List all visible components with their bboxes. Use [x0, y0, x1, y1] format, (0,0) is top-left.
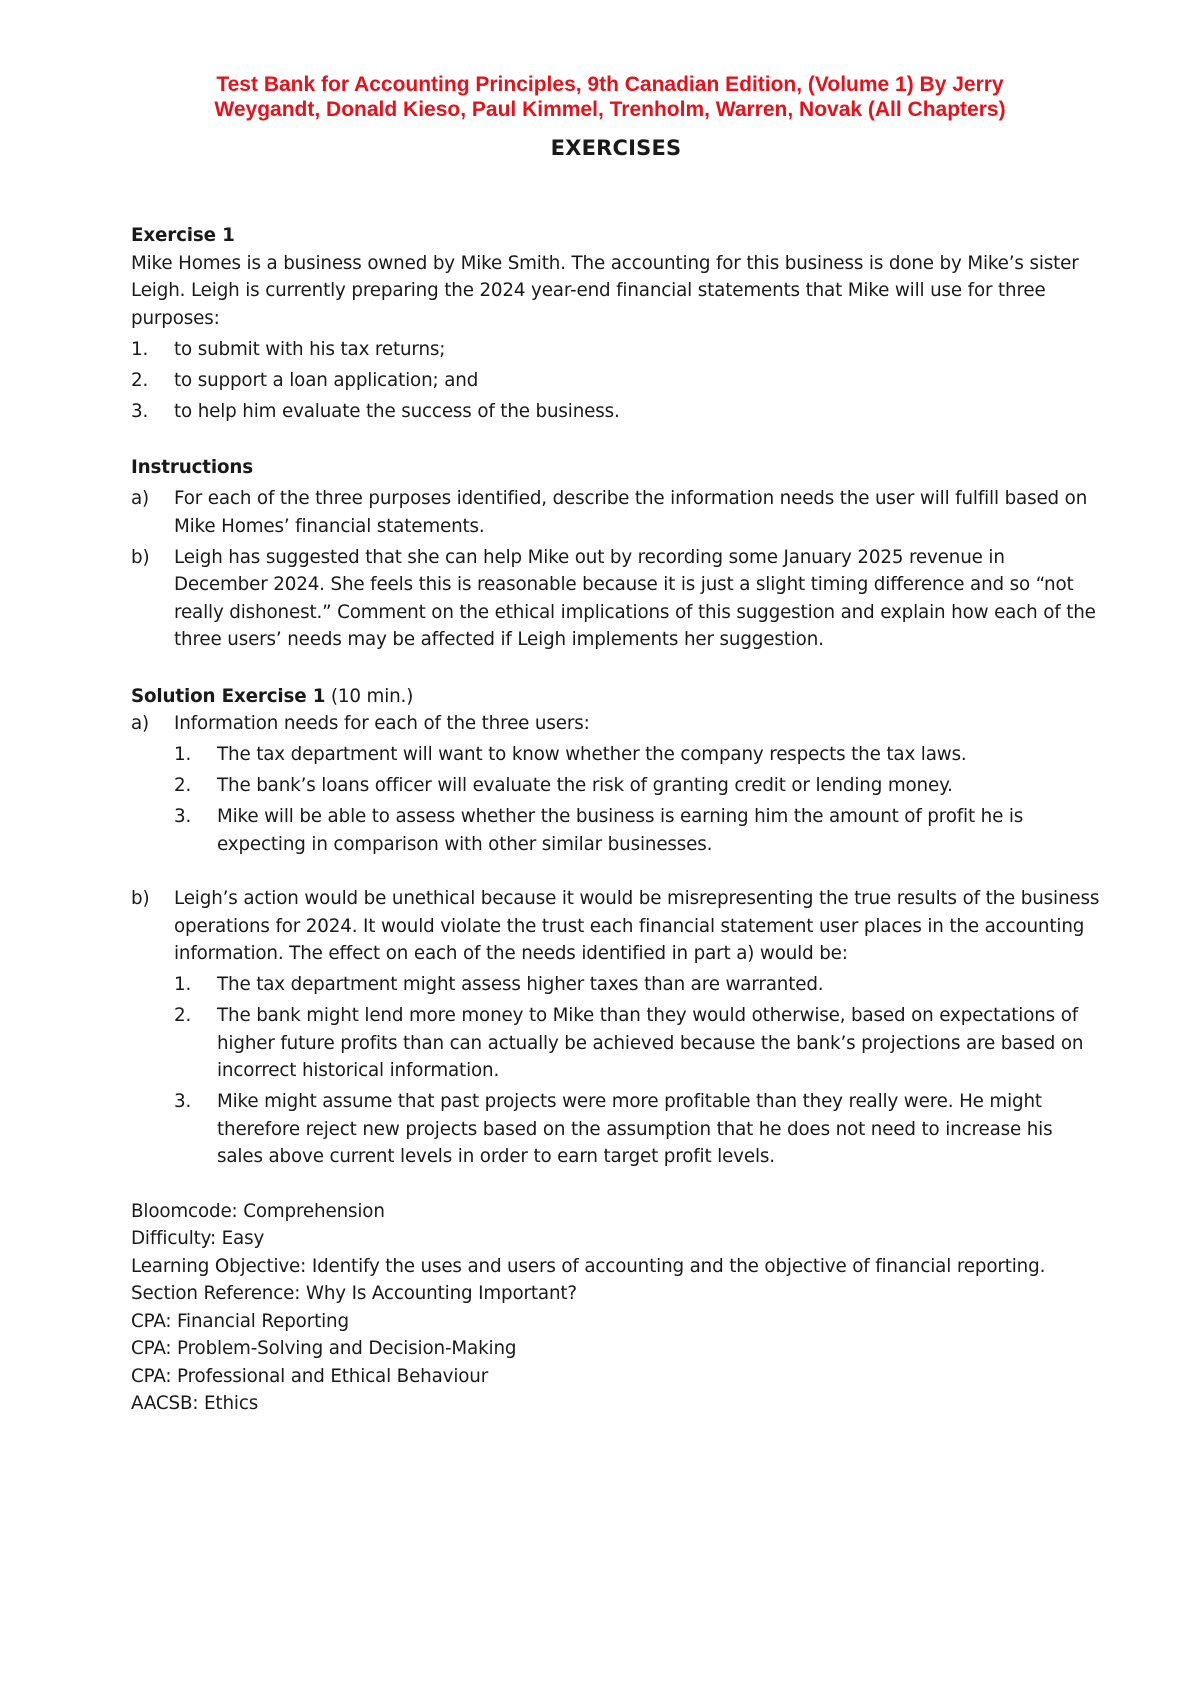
- list-marker: 1.: [174, 974, 192, 995]
- solution-time: (10 min.): [325, 685, 414, 707]
- list-item: [131, 398, 1101, 426]
- list-marker: b): [131, 888, 150, 909]
- list-text: The tax department will want to know whether the company respects the tax laws.: [217, 744, 967, 765]
- learning-objective-line: Learning Objective: Identify the uses and users of accounting and the objective of financial reporting.: [131, 1255, 1046, 1277]
- list-text: to submit with his tax returns;: [174, 338, 446, 360]
- cpa-line: CPA: Financial Reporting: [131, 1310, 349, 1332]
- list-marker: 2.: [174, 1005, 192, 1026]
- section-title: EXERCISES: [550, 136, 682, 160]
- list-item: [174, 1002, 1101, 1085]
- list-item: [131, 485, 1101, 540]
- list-item: [131, 367, 1101, 395]
- list-marker: 3.: [174, 1091, 192, 1112]
- list-text: Mike might assume that past projects were more profitable than they really were. He might therefore reject new projects based on the assumption that he does not need to increase his sales above current levels in order to earn target profit levels.: [217, 1091, 1053, 1167]
- cpa-line: CPA: Professional and Ethical Behaviour: [131, 1365, 489, 1387]
- list-marker: 3.: [174, 806, 192, 827]
- solution-heading-line: [131, 683, 1101, 711]
- list-text: The bank might lend more money to Mike than they would otherwise, based on expectations of higher future profits than can actually be achieved because the bank’s projections are based on incorrect historical information.: [217, 1005, 1084, 1081]
- document-body: [131, 222, 1101, 1418]
- list-text: The bank’s loans officer will evaluate the risk of granting credit or lending money.: [217, 775, 953, 796]
- list-item: [131, 544, 1101, 654]
- list-text: to support a loan application; and: [174, 369, 479, 391]
- instructions-list: [131, 485, 1101, 654]
- list-text: Leigh has suggested that she can help Mike out by recording some January 2025 revenue in December 2024. She feels this is reasonable because it is just a slight timing difference and so “not really dishonest.” Comment on the ethical implications of this suggestion and explain how each of the three users’ needs may be affected if Leigh implements her suggestion.: [174, 546, 1096, 650]
- header-line-1: Test Bank for Accounting Principles, 9th Canadian Edition, (Volume 1) By Jerry: [216, 73, 1004, 96]
- list-marker: 2.: [174, 775, 192, 796]
- part-b-sublist: [174, 971, 1101, 1171]
- list-marker: 2.: [131, 369, 149, 391]
- list-marker: 1.: [174, 744, 192, 765]
- document-header: [170, 72, 1050, 122]
- list-text: Leigh’s action would be unethical because it would be misrepresenting the true results of the business operations for 2024. It would violate the trust each financial statement user places in the accounting information. The effect on each of the needs identified in part a) would be:: [174, 888, 1100, 964]
- aacsb-line: AACSB: Ethics: [131, 1393, 259, 1414]
- part-a-sublist: [174, 741, 1101, 858]
- purposes-list: [131, 336, 1101, 426]
- solution-part-b: [131, 885, 1101, 968]
- bloomcode-line: Bloomcode: Comprehension: [131, 1200, 385, 1222]
- solution-part-a: [131, 710, 1101, 738]
- difficulty-line: Difficulty: Easy: [131, 1228, 265, 1249]
- cpa-line: CPA: Problem-Solving and Decision-Making: [131, 1338, 517, 1359]
- list-marker: a): [131, 488, 150, 509]
- list-marker: b): [131, 546, 150, 568]
- instructions-heading: Instructions: [131, 457, 253, 478]
- list-marker: 3.: [131, 400, 149, 422]
- list-marker: a): [131, 713, 150, 734]
- exercise-intro: Mike Homes is a business owned by Mike Smith. The accounting for this business is done by Mike’s sister Leigh. Leigh is currently preparing the 2024 year-end financial statements that Mike will use for three purposes:: [131, 252, 1079, 329]
- list-text: For each of the three purposes identified, describe the information needs the user will fulfill based on Mike Homes’ financial statements.: [174, 488, 1088, 537]
- section-reference-line: Section Reference: Why Is Accounting Important?: [131, 1283, 577, 1304]
- question-metadata: [131, 1198, 1101, 1418]
- list-text: to help him evaluate the success of the business.: [174, 400, 620, 422]
- list-item: [174, 1088, 1101, 1171]
- list-text: Information needs for each of the three users:: [174, 713, 590, 734]
- list-item: [174, 772, 1101, 800]
- list-item: [174, 803, 1101, 858]
- list-item: [174, 741, 1101, 769]
- list-text: The tax department might assess higher taxes than are warranted.: [217, 974, 824, 995]
- list-item: [174, 971, 1101, 999]
- list-text: Mike will be able to assess whether the business is earning him the amount of profit he is expecting in comparison with other similar businesses.: [217, 806, 1024, 855]
- solution-heading: Solution Exercise 1: [131, 685, 326, 707]
- header-line-2: Weygandt, Donald Kieso, Paul Kimmel, Trenholm, Warren, Novak (All Chapters): [214, 98, 1006, 121]
- list-marker: 1.: [131, 338, 149, 360]
- list-item: [131, 336, 1101, 364]
- exercise-heading: Exercise 1: [131, 225, 235, 246]
